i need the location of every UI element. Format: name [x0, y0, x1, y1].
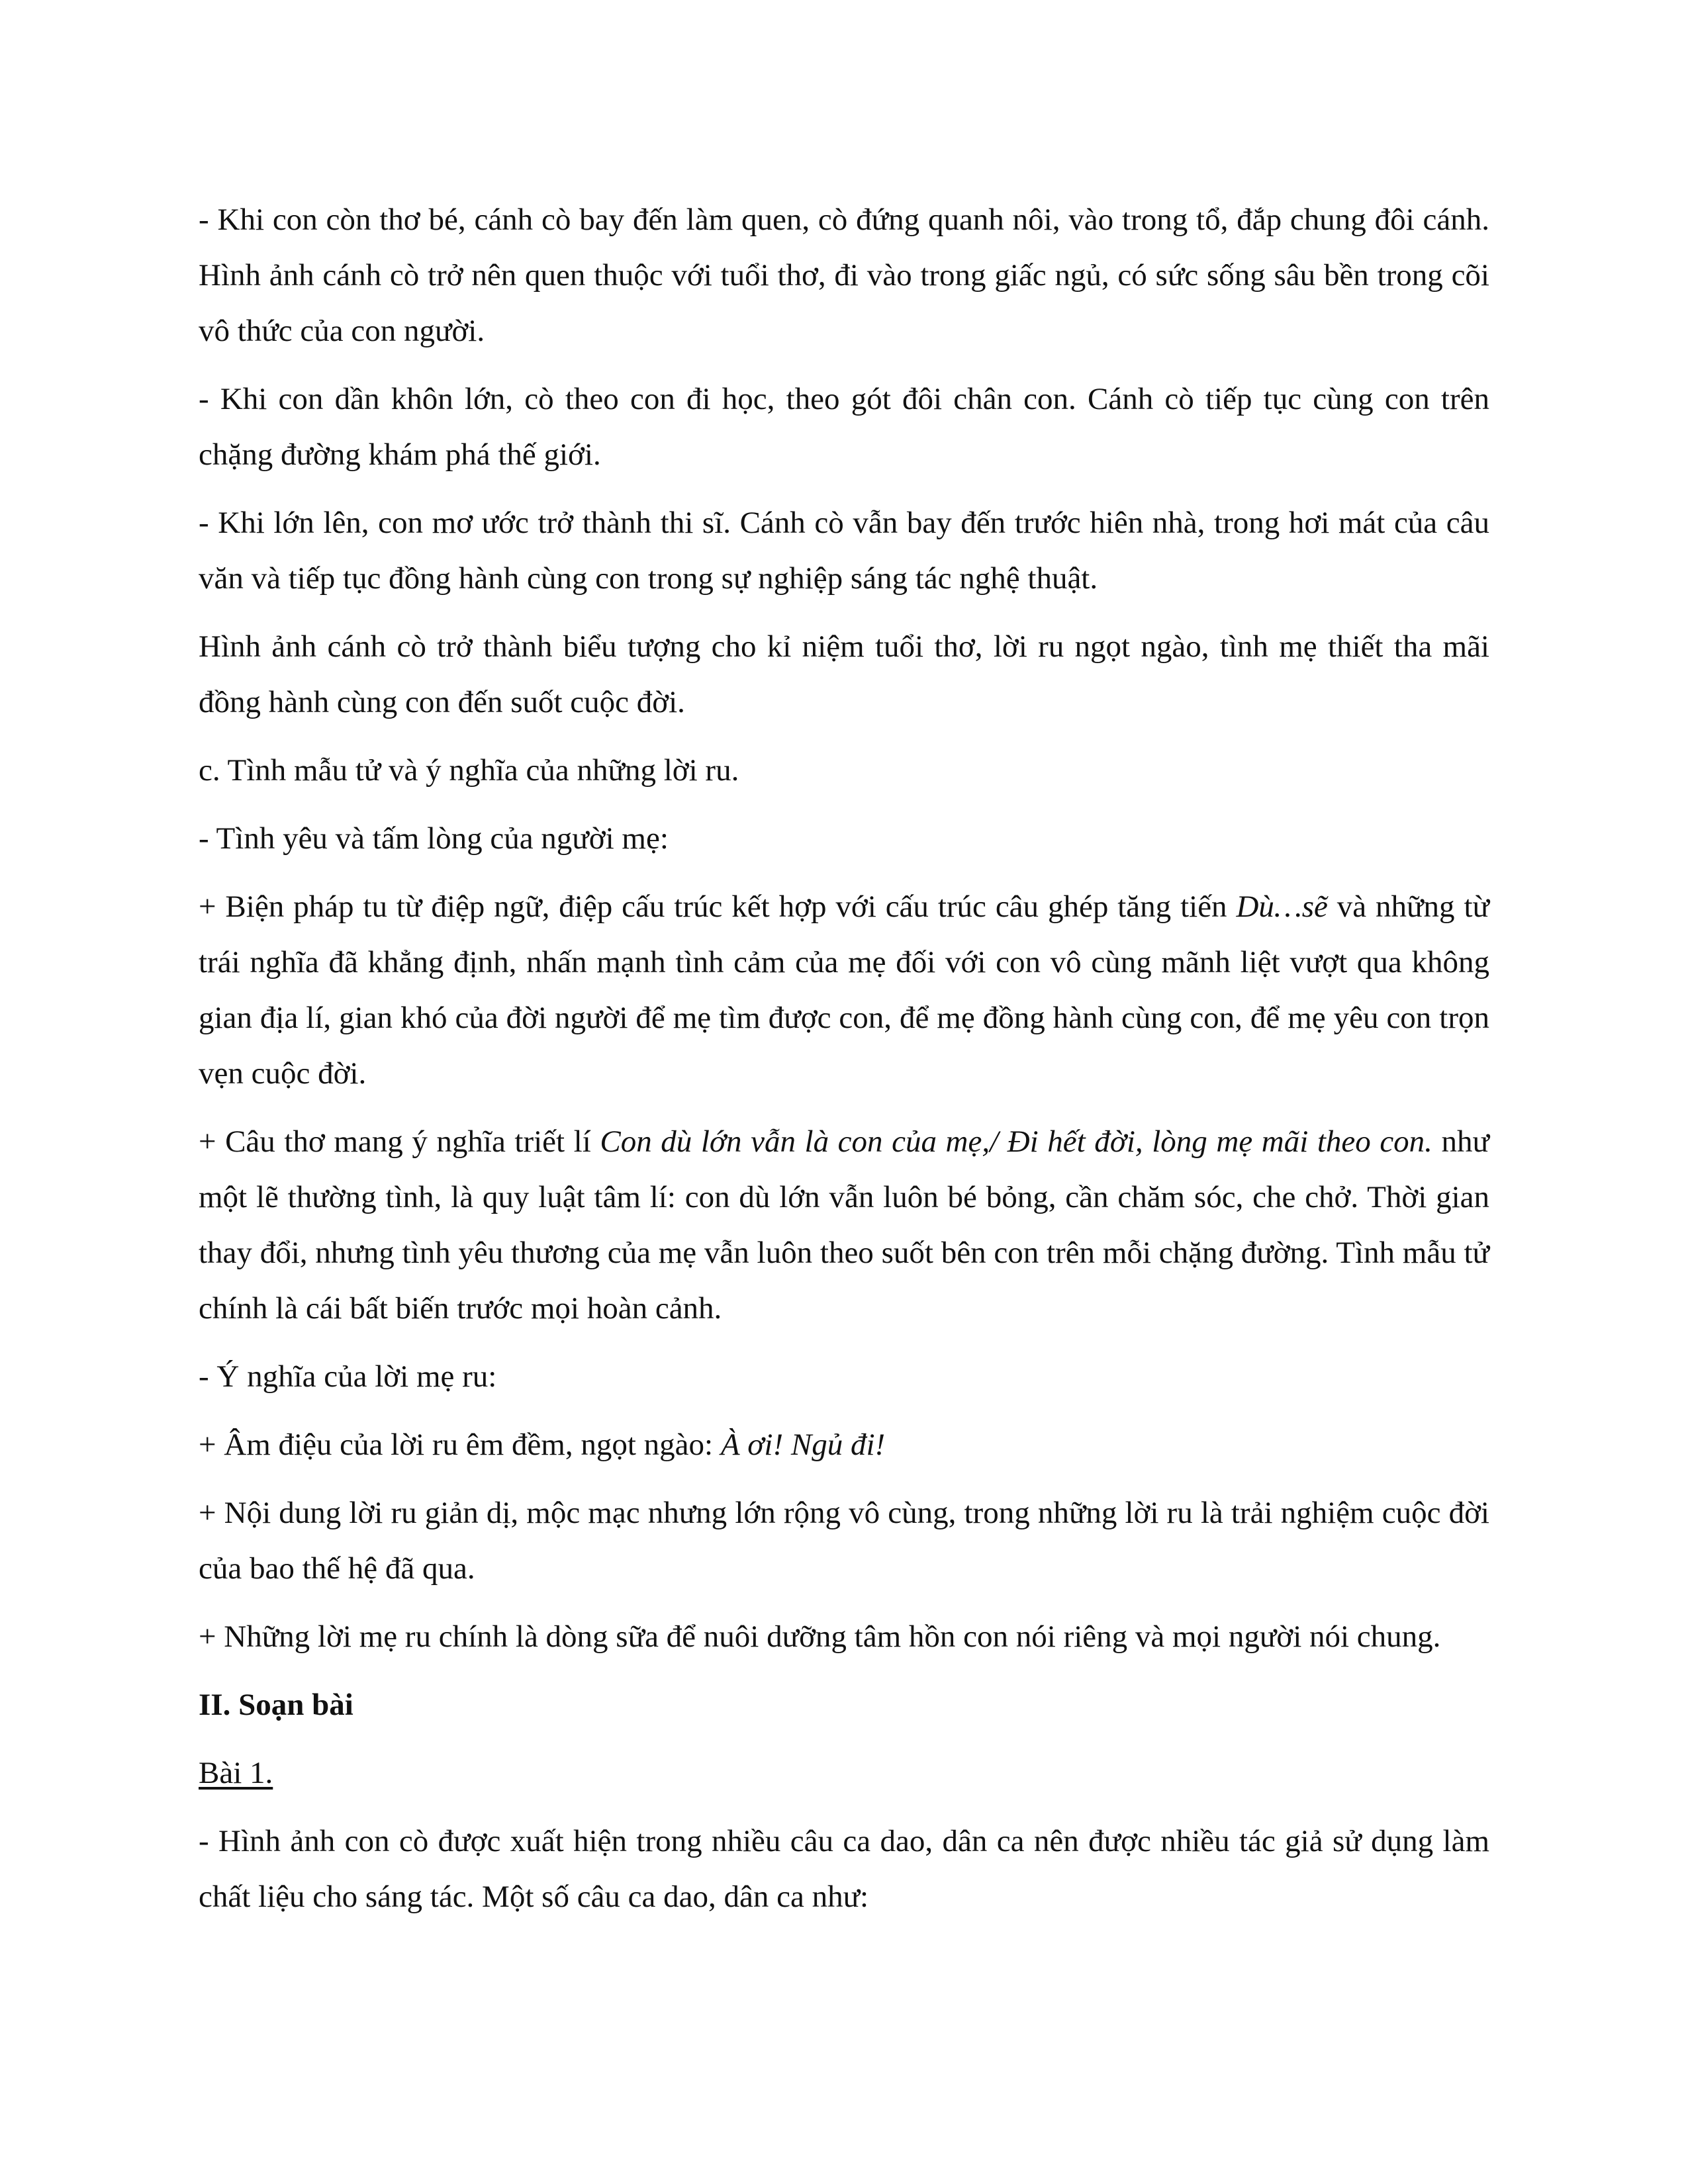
text-segment: + Câu thơ mang ý nghĩa triết lí [199, 1124, 600, 1159]
text-segment: như một lẽ thường tình, là quy luật tâm lí: con dù lớn vẫn luôn bé bỏng, cần chăm sóc, che chở. Thời gian thay đổi, nhưng tình yêu thương của mẹ vẫn luôn theo suốt bên con trên mỗi chặng đường. Tình mẫu tử chính là cái bất biến trước mọi hoàn cảnh. [199, 1124, 1489, 1326]
text-segment: và những từ trái nghĩa đã khẳng định, nhấn mạnh tình cảm của mẹ đối với con vô cùng mãnh liệt vượt qua không gian địa lí, gian khó của đời người để mẹ tìm được con, để mẹ đồng hành cùng con, để mẹ yêu con trọn vẹn cuộc đời. [199, 889, 1489, 1091]
paragraph-section-c: c. Tình mẫu tử và ý nghĩa của những lời ru. [199, 753, 739, 788]
paragraph-exercise-1: - Hình ảnh con cò được xuất hiện trong nhiều câu ca dao, dân ca nên được nhiều tác giả sử dụng làm chất liệu cho sáng tác. Một số câu ca dao, dân ca như: [199, 1824, 1489, 1914]
paragraph-lullaby-content: + Nội dung lời ru giản dị, mộc mạc nhưng lớn rộng vô cùng, trong những lời ru là trải nghiệm cuộc đời của bao thế hệ đã qua. [199, 1496, 1489, 1586]
paragraph-stork-school: - Khi con dần khôn lớn, cò theo con đi học, theo gót đôi chân con. Cánh cò tiếp tục cùng con trên chặng đường khám phá thế giới. [199, 382, 1489, 472]
paragraph-lullaby-tone [199, 1417, 1489, 1473]
paragraph-lullaby-meaning: - Ý nghĩa của lời mẹ ru: [199, 1359, 497, 1394]
italic-quote: Con dù lớn vẫn là con của mẹ,/ Đi hết đời, lòng mẹ mãi theo con. [600, 1124, 1432, 1159]
paragraph-stork-poet: - Khi lớn lên, con mơ ước trở thành thi sĩ. Cánh cò vẫn bay đến trước hiên nhà, trong hơi mát của câu văn và tiếp tục đồng hành cùng con trong sự nghiệp sáng tác nghệ thuật. [199, 506, 1489, 596]
paragraph-mother-love: - Tình yêu và tấm lòng của người mẹ: [199, 821, 669, 856]
paragraph-lullaby-milk: + Những lời mẹ ru chính là dòng sữa để nuôi dưỡng tâm hồn con nói riêng và mọi người nói chung. [199, 1619, 1441, 1654]
paragraph-stork-childhood: - Khi con còn thơ bé, cánh cò bay đến làm quen, cò đứng quanh nôi, vào trong tổ, đắp chung đôi cánh. Hình ảnh cánh cò trở nên quen thuộc với tuổi thơ, đi vào trong giấc ngủ, có sức sống sâu bền trong cõi vô thức của con người. [199, 203, 1489, 348]
paragraph-philosophy [199, 1114, 1489, 1336]
text-segment: + Âm điệu của lời ru êm đềm, ngọt ngào: [199, 1428, 721, 1462]
italic-lullaby: À ơi! Ngủ đi! [720, 1428, 886, 1462]
exercise-title: Bài 1. [199, 1756, 273, 1790]
paragraph-rhetoric [199, 879, 1489, 1101]
paragraph-stork-symbol: Hình ảnh cánh cò trở thành biểu tượng cho kỉ niệm tuổi thơ, lời ru ngọt ngào, tình mẹ thiết tha mãi đồng hành cùng con đến suốt cuộc đời. [199, 629, 1489, 719]
section-heading: II. Soạn bài [199, 1688, 353, 1722]
italic-phrase: Dù…sẽ [1236, 889, 1328, 924]
text-segment: + Biện pháp tu từ điệp ngữ, điệp cấu trúc kết hợp với cấu trúc câu ghép tăng tiến [199, 889, 1237, 924]
document-page [199, 192, 1489, 1937]
